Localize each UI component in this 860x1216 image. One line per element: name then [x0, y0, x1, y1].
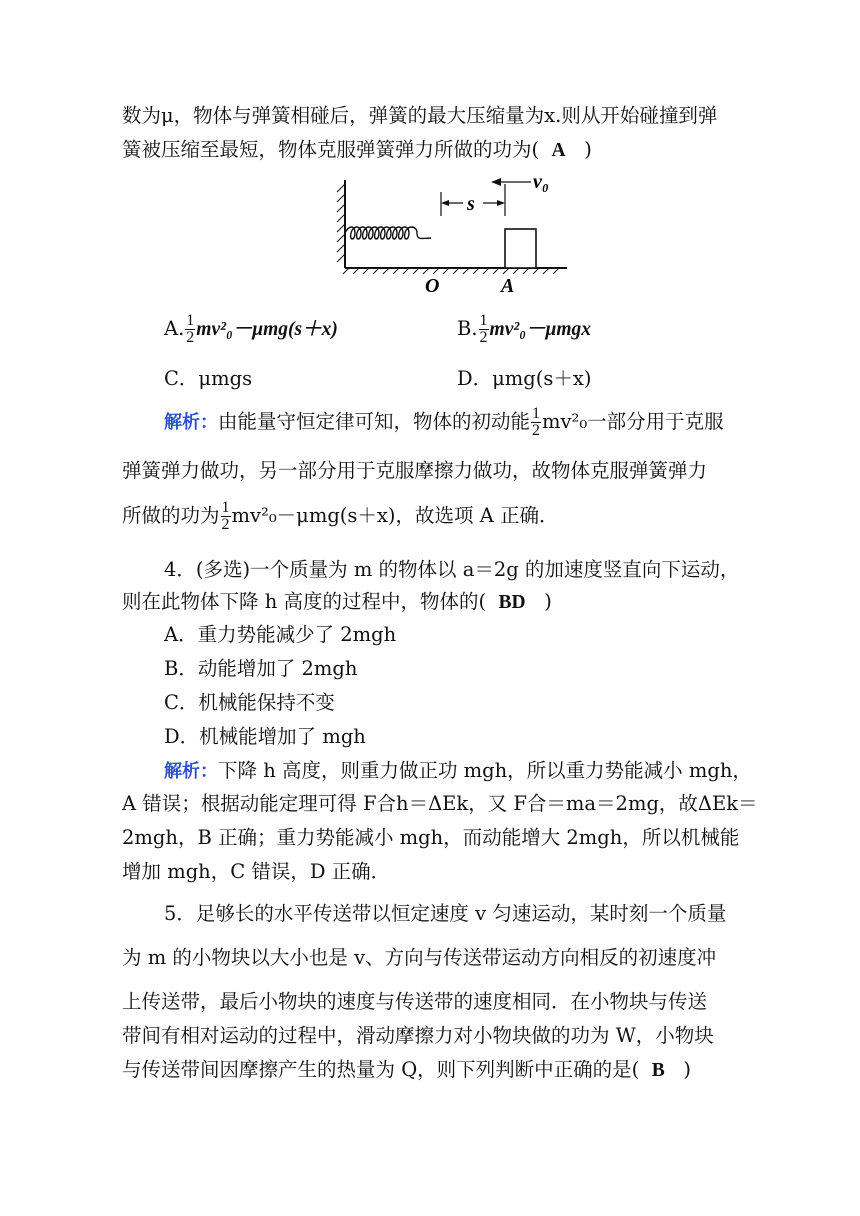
q4-solution-line-3: 2mgh，B 正确；重力势能减小 mgh，而动能增大 2mgh，所以机械能 — [122, 826, 740, 849]
q4-option-d: D．机械能增加了 mgh — [164, 725, 366, 748]
q4-stem-line-1: 4．(多选)一个质量为 m 的物体以 a＝2g 的加速度竖直向下运动， — [164, 558, 740, 581]
label-O: O — [425, 275, 440, 297]
q3-option-c: C．μmgs — [164, 367, 253, 390]
label-v0: v₀ — [533, 171, 549, 193]
option-a-fraction — [185, 313, 195, 346]
solution-text: mv²₀－μmg(s＋x)，故选项 A 正确． — [231, 504, 559, 527]
q3-option-a — [164, 313, 338, 346]
q4-option-b: B．动能增加了 2mgh — [164, 657, 358, 680]
q4-stem-line-2 — [122, 587, 552, 618]
solution-text: 所做的功为 — [122, 504, 220, 527]
solution-label: 解析： — [164, 412, 218, 433]
frac-num: 1 — [186, 312, 195, 329]
q3-answer: A — [551, 140, 566, 161]
q3-solution-line-3 — [122, 500, 559, 533]
q5-line-4: 带间有相对运动的过程中，滑动摩擦力对小物块做的功为 W，小物块 — [122, 1024, 714, 1047]
q4-option-c: C．机械能保持不变 — [164, 691, 335, 714]
solution-fraction — [531, 406, 541, 439]
q5-line-5 — [122, 1055, 691, 1086]
q3-stem-line-1: 数为μ，物体与弹簧相碰后，弹簧的最大压缩量为x.则从开始碰撞到弹 — [122, 104, 718, 127]
frac-den: 2 — [221, 516, 230, 533]
frac-num: 1 — [479, 312, 488, 329]
frac-num: 1 — [532, 405, 541, 422]
solution-text: mv²₀一部分用于克服 — [542, 410, 724, 433]
v0-arrowhead — [491, 178, 501, 186]
frac-den: 2 — [186, 329, 195, 346]
solution-fraction — [221, 500, 231, 533]
q5-answer: B — [651, 1060, 665, 1081]
label-A: A — [501, 275, 515, 297]
q3-stem-line-2 — [122, 135, 592, 166]
q3-solution-line-2: 弹簧弹力做功，另一部分用于克服摩擦力做功，故物体克服弹簧弹力 — [122, 459, 708, 482]
q3-stem-close: ) — [584, 138, 592, 161]
option-a-expr: mv²₀－μmg(s＋x) — [196, 319, 338, 340]
spring-block-diagram — [335, 170, 575, 300]
q3-option-b — [457, 313, 591, 346]
solution-label: 解析： — [164, 761, 218, 782]
label-s: s — [467, 193, 475, 215]
spring — [345, 227, 431, 239]
s-arrowhead-right — [497, 200, 505, 206]
frac-den: 2 — [532, 422, 541, 439]
solution-text: 下降 h 高度，则重力做正功 mgh，所以重力势能减小 mgh， — [218, 759, 752, 782]
wall-hatch — [337, 184, 345, 262]
q3-option-d: D．μmg(s＋x) — [457, 367, 592, 390]
option-b-expr: mv²₀－μmgx — [489, 319, 592, 340]
q4-option-a: A．重力势能减少了 2mgh — [164, 623, 397, 646]
s-arrowhead-left — [441, 200, 449, 206]
solution-text: 由能量守恒定律可知，物体的初动能 — [218, 410, 531, 433]
option-b-fraction — [479, 313, 489, 346]
q4-answer: BD — [498, 592, 526, 613]
q5-line-1: 5．足够长的水平传送带以恒定速度 v 匀速运动，某时刻一个质量 — [164, 902, 727, 925]
option-b-prefix: B. — [457, 317, 478, 340]
q5-line-3: 上传送带，最后小物块的速度与传送带的速度相同．在小物块与传送 — [122, 990, 708, 1013]
q4-solution-line-2: A 错误；根据动能定理可得 F合h＝ΔEk，又 F合＝ma＝2mg，故ΔEk＝ — [122, 792, 758, 815]
q5-line-2: 为 m 的小物块以大小也是 v、方向与传送带运动方向相反的初速度冲 — [122, 946, 717, 969]
option-a-prefix: A. — [164, 317, 185, 340]
frac-den: 2 — [479, 329, 488, 346]
frac-num: 1 — [221, 499, 230, 516]
q5-stem-text: 与传送带间因摩擦产生的热量为 Q，则下列判断中正确的是( — [122, 1058, 640, 1081]
q4-solution-line-4: 增加 mgh，C 错误，D 正确． — [122, 860, 391, 883]
q3-stem-text: 簧被压缩至最短，物体克服弹簧弹力所做的功为( — [122, 138, 540, 161]
q5-stem-close: ) — [683, 1058, 691, 1081]
q4-stem-text: 则在此物体下降 h 高度的过程中，物体的( — [122, 590, 487, 613]
q4-solution-line-1 — [164, 756, 752, 787]
q3-solution-line-1 — [164, 406, 724, 439]
block — [505, 229, 536, 268]
q4-stem-close: ) — [544, 590, 552, 613]
